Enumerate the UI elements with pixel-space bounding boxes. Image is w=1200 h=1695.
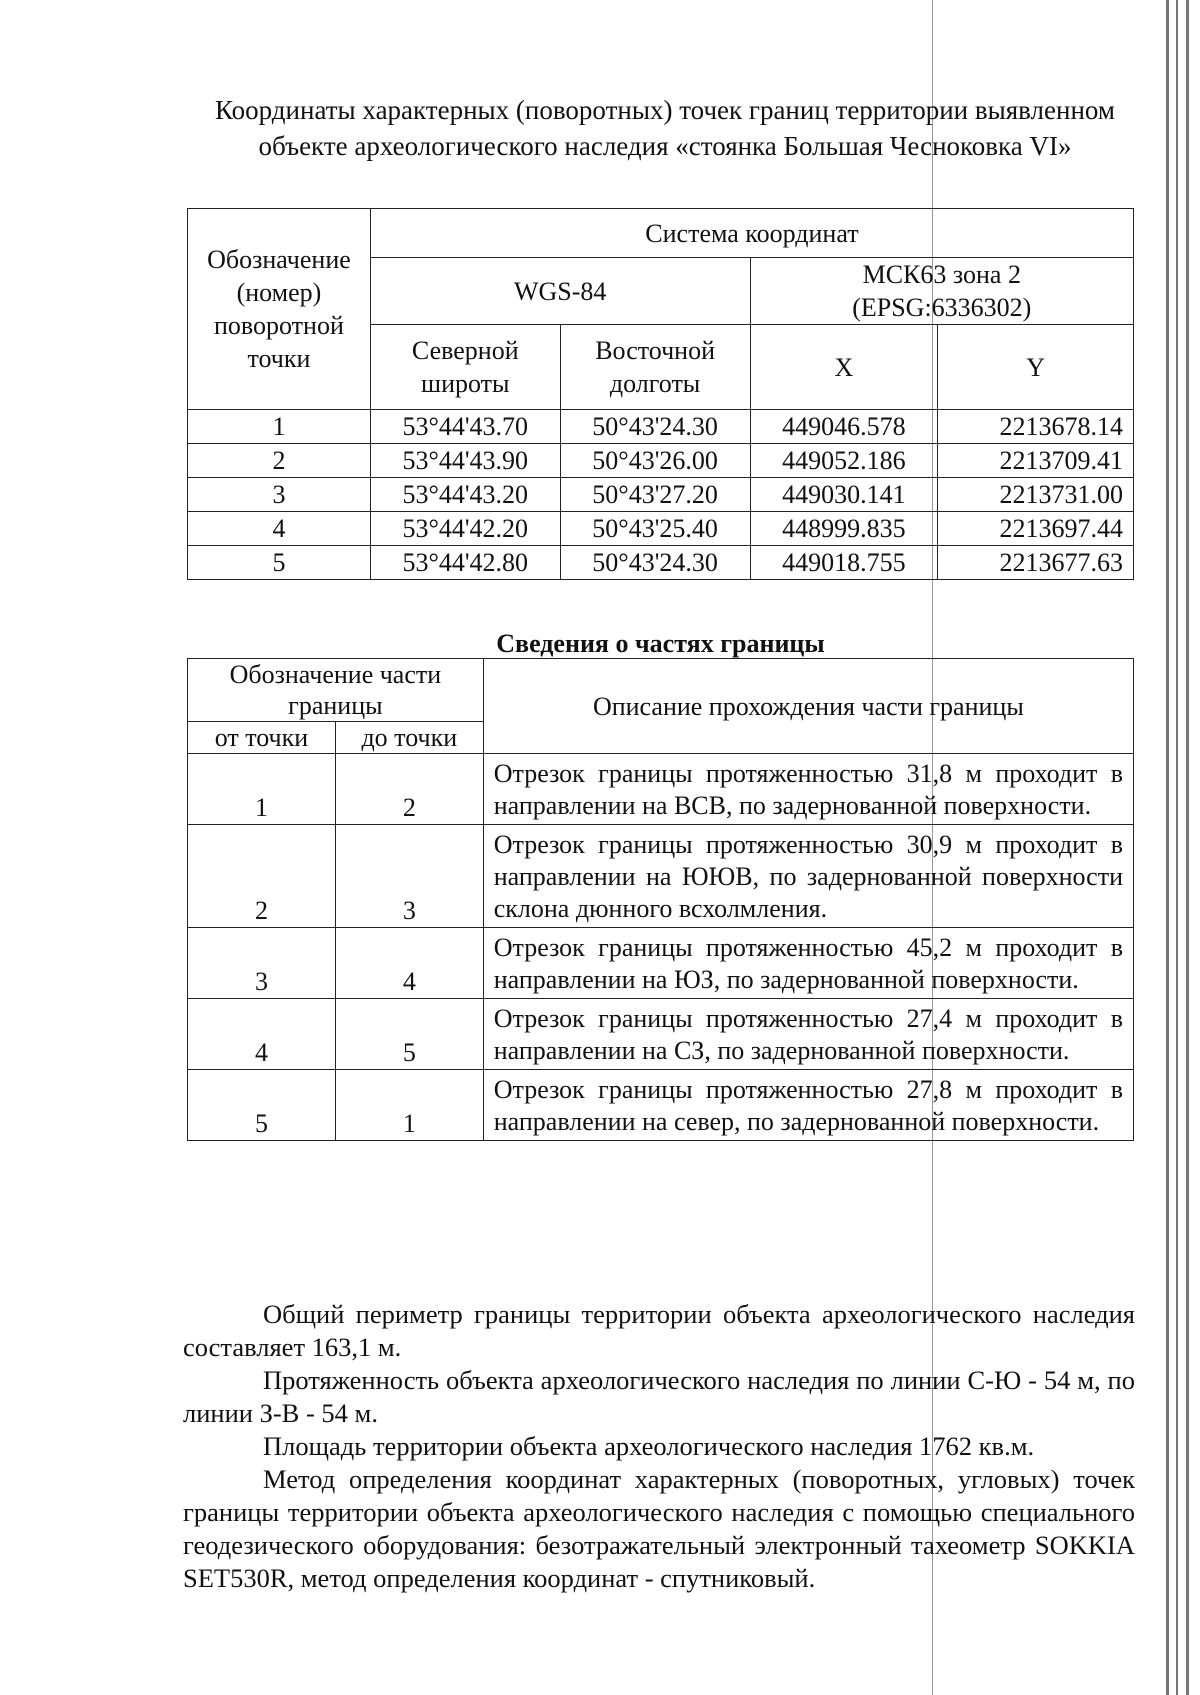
to-point: 3 xyxy=(335,825,483,928)
longitude-value: 50°43'24.30 xyxy=(560,546,750,580)
table-row xyxy=(188,754,1134,825)
msk63-header: МСК63 зона 2 (EPSG:6336302) xyxy=(750,258,1133,325)
part-description: Отрезок границы протяженностью 31,8 м проходит в направлении на ВСВ, по задернованной поверхности. xyxy=(483,754,1133,825)
longitude-header: Восточной долготы xyxy=(560,325,750,410)
method-paragraph: Метод определения координат характерных (поворотных, угловых) точек границы территории объекта археологического наследия с помощью специального геодезического оборудования: безотражательный электронный тахеометр SOKKIA SET530R, метод определения координат - спутниковый. xyxy=(183,1464,1135,1593)
point-number: 3 xyxy=(188,478,371,512)
from-point: 2 xyxy=(188,825,336,928)
extent-paragraph: Протяженность объекта археологического наследия по линии С-Ю - 54 м, по линии З-В - 54 м. xyxy=(183,1365,1135,1428)
table-row xyxy=(188,928,1134,999)
table-row xyxy=(188,444,1134,478)
part-designation-header: Обозначение части границы xyxy=(188,659,484,722)
to-point: 5 xyxy=(335,999,483,1070)
latitude-header: Северной широты xyxy=(370,325,560,410)
to-point: 1 xyxy=(335,1070,483,1141)
y-value: 2213731.00 xyxy=(938,478,1134,512)
y-value: 2213677.63 xyxy=(938,546,1134,580)
table-row xyxy=(188,410,1134,444)
longitude-value: 50°43'26.00 xyxy=(560,444,750,478)
scan-edge-line xyxy=(1166,0,1169,1695)
table-row xyxy=(188,825,1134,928)
boundary-parts-table xyxy=(187,658,1134,1141)
parts-section-title: Сведения о частях границы xyxy=(496,629,825,658)
latitude-value: 53°44'43.20 xyxy=(370,478,560,512)
table-row xyxy=(188,478,1134,512)
point-number: 5 xyxy=(188,546,371,580)
x-value: 449052.186 xyxy=(750,444,938,478)
scan-edge-line xyxy=(1186,0,1189,1695)
x-header: X xyxy=(750,325,938,410)
scan-edge-line xyxy=(1176,0,1178,1695)
table-row xyxy=(188,546,1134,580)
latitude-value: 53°44'42.20 xyxy=(370,512,560,546)
coordinate-system-header: Система координат xyxy=(370,209,1133,258)
part-description: Отрезок границы протяженностью 45,2 м проходит в направлении на ЮЗ, по задернованной поверхности. xyxy=(483,928,1133,999)
from-point: 4 xyxy=(188,999,336,1070)
x-value: 449018.755 xyxy=(750,546,938,580)
point-number-header: Обозначение (номер) поворотной точки xyxy=(188,209,371,410)
coordinates-table xyxy=(187,208,1134,580)
x-value: 449046.578 xyxy=(750,410,938,444)
x-value: 449030.141 xyxy=(750,478,938,512)
area-paragraph: Площадь территории объекта археологического наследия 1762 кв.м. xyxy=(263,1431,1035,1461)
from-point: 5 xyxy=(188,1070,336,1141)
to-point: 4 xyxy=(335,928,483,999)
part-description: Отрезок границы протяженностью 27,8 м проходит в направлении на север, по задернованной поверхности. xyxy=(483,1070,1133,1141)
to-point: 2 xyxy=(335,754,483,825)
from-point: 1 xyxy=(188,754,336,825)
table-row xyxy=(188,999,1134,1070)
from-point-header: от точки xyxy=(188,722,336,754)
longitude-value: 50°43'24.30 xyxy=(560,410,750,444)
latitude-value: 53°44'43.70 xyxy=(370,410,560,444)
y-value: 2213697.44 xyxy=(938,512,1134,546)
document-title: Координаты характерных (поворотных) точек границ территории выявленном объекте археологического наследия «стоянка Большая Чесноковка VI» xyxy=(215,95,1115,161)
latitude-value: 53°44'42.80 xyxy=(370,546,560,580)
latitude-value: 53°44'43.90 xyxy=(370,444,560,478)
point-number: 1 xyxy=(188,410,371,444)
table-row xyxy=(188,1070,1134,1141)
table-row xyxy=(188,512,1134,546)
longitude-value: 50°43'25.40 xyxy=(560,512,750,546)
longitude-value: 50°43'27.20 xyxy=(560,478,750,512)
point-number: 4 xyxy=(188,512,371,546)
part-description: Отрезок границы протяженностью 30,9 м проходит в направлении на ЮЮВ, по задернованной поверхности склона дюнного всхолмления. xyxy=(483,825,1133,928)
part-description: Отрезок границы протяженностью 27,4 м проходит в направлении на СЗ, по задернованной поверхности. xyxy=(483,999,1133,1070)
to-point-header: до точки xyxy=(335,722,483,754)
from-point: 3 xyxy=(188,928,336,999)
x-value: 448999.835 xyxy=(750,512,938,546)
y-value: 2213709.41 xyxy=(938,444,1134,478)
point-number: 2 xyxy=(188,444,371,478)
description-header: Описание прохождения части границы xyxy=(483,659,1133,754)
y-value: 2213678.14 xyxy=(938,410,1134,444)
y-header: Y xyxy=(938,325,1134,410)
perimeter-paragraph: Общий периметр границы территории объекта археологического наследия составляет 163,1 м. xyxy=(183,1299,1135,1362)
wgs84-header: WGS-84 xyxy=(370,258,750,325)
